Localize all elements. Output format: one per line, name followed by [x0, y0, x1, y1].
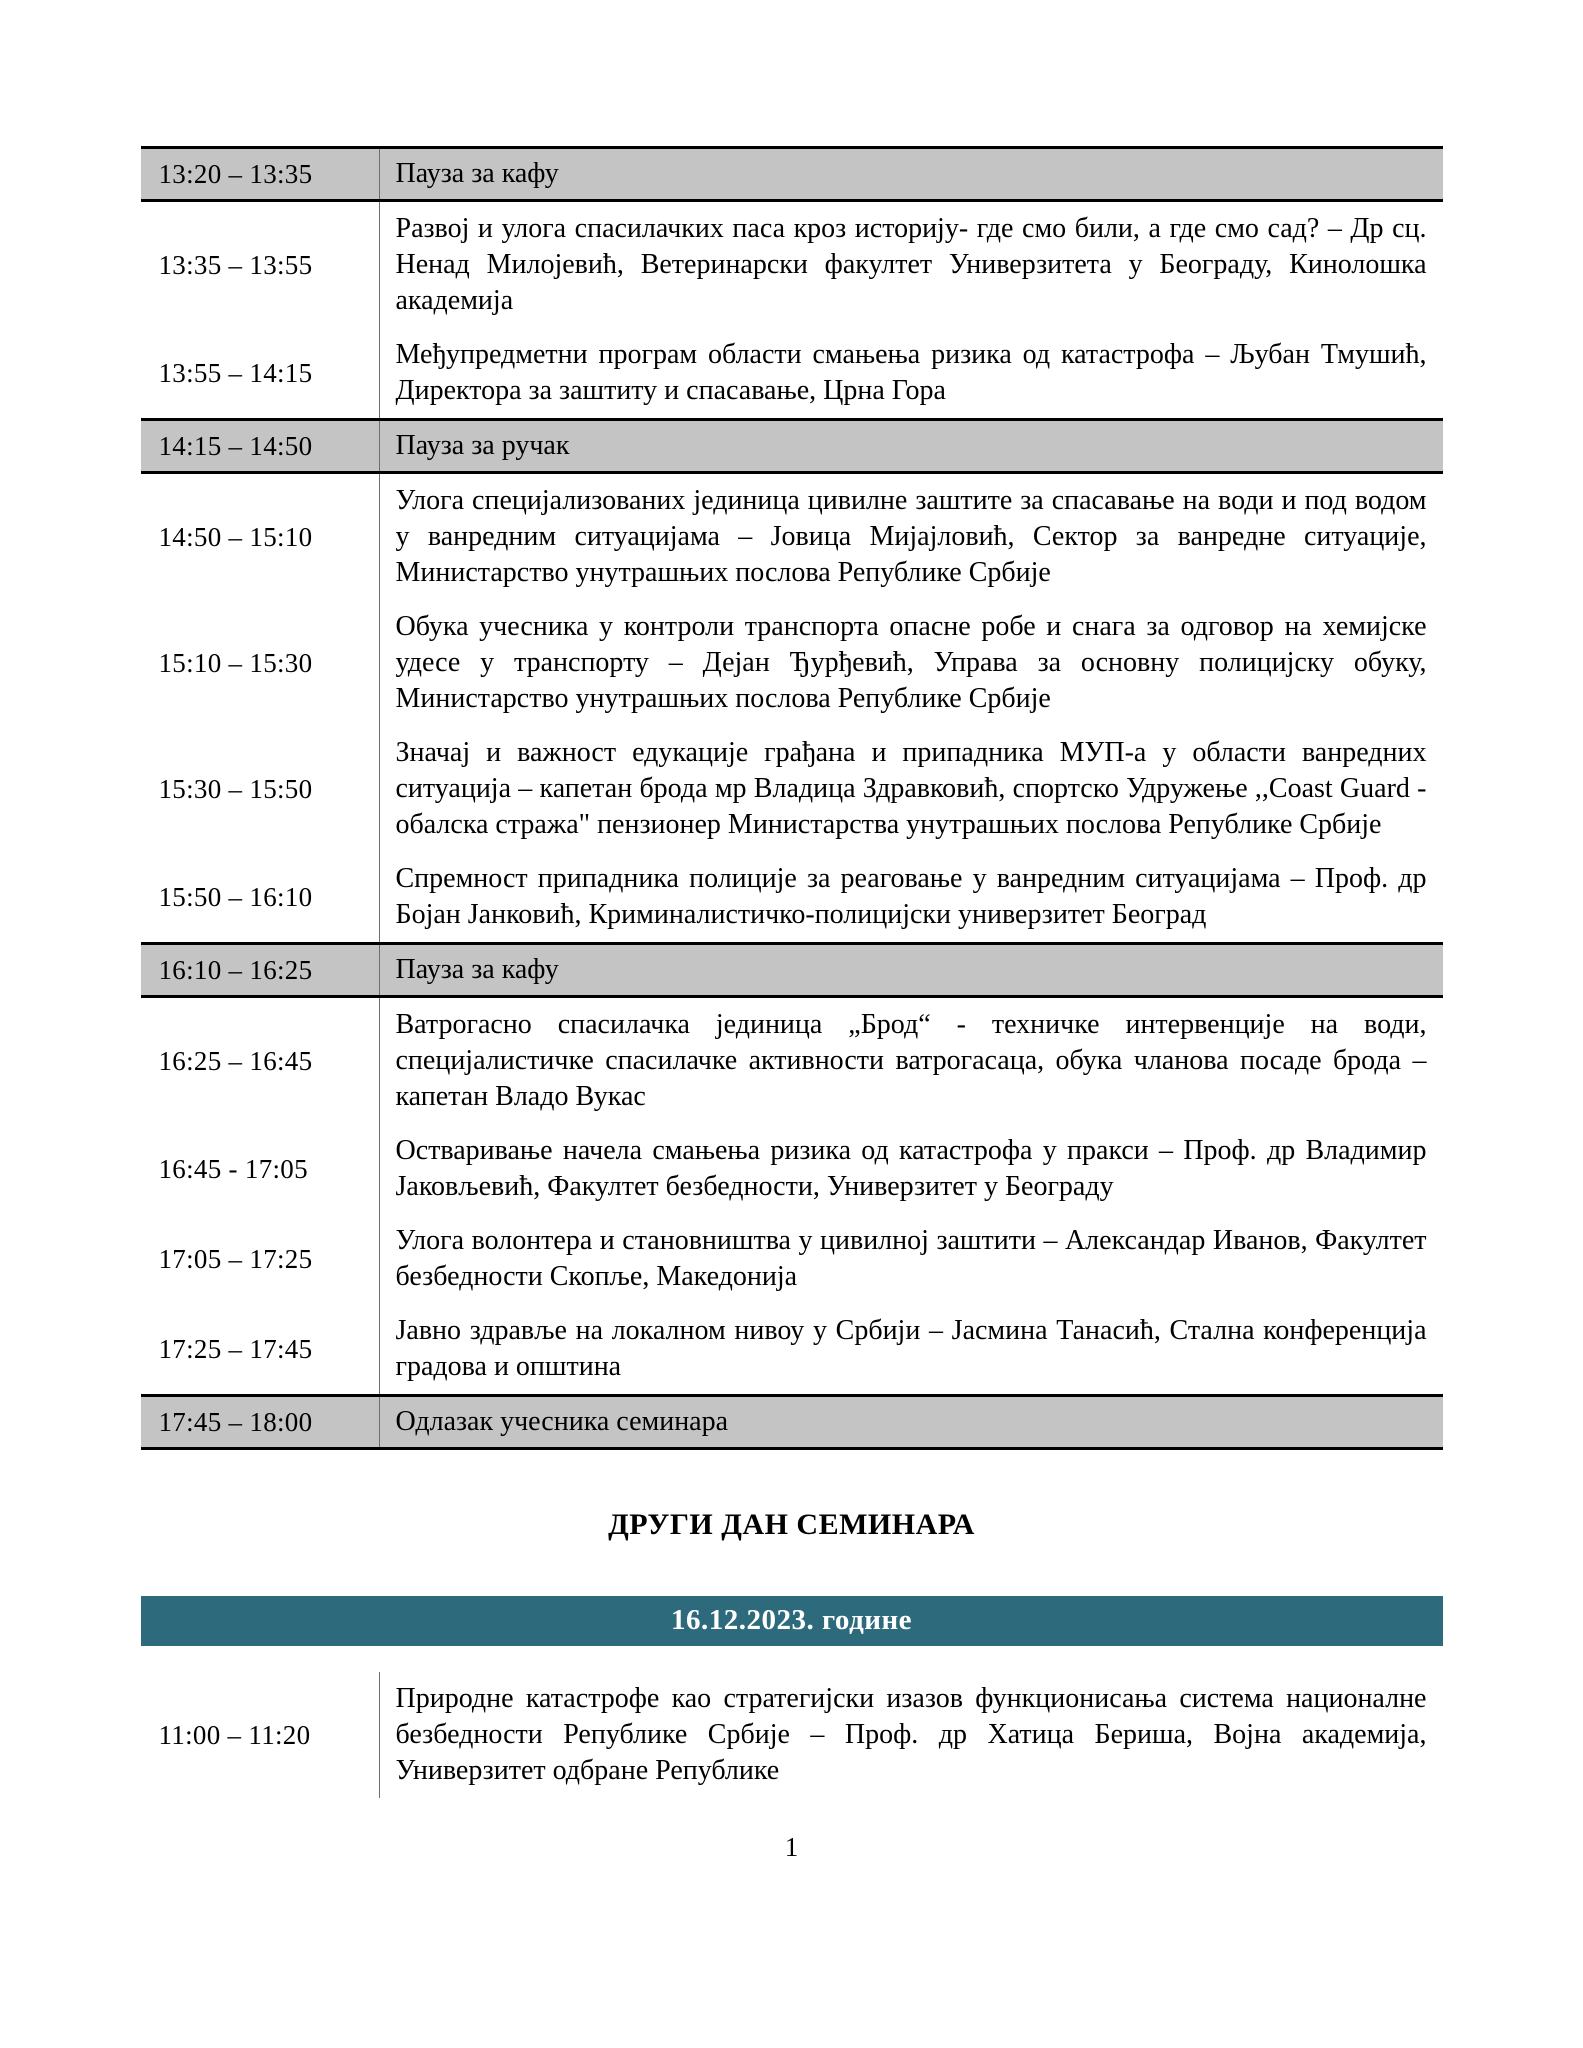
time-slot: 14:15 – 14:50	[158, 430, 313, 461]
session-description: Природне катастрофе као стратегијски изазов функционисања система националне безбедности Републике Србије – Проф. др Хатица Бериша, Војна академија, Универзитет одбране Републике	[379, 1672, 1443, 1798]
session-description: Значај и важност едукације грађана и припадника МУП-а у области ванредних ситуација – капетан брода мр Владица Здравковић, спортско Удружење ,,Coast Guard - обалска стража" пензионер Министарства унутрашњих послова Републике Србије	[379, 726, 1443, 852]
schedule-row	[141, 1214, 1443, 1304]
session-description: Пауза за кафу	[379, 945, 1443, 995]
time-slot: 17:05 – 17:25	[158, 1243, 313, 1274]
session-description: Улога специјализованих јединица цивилне заштите за спасавање на води и под водом у ванредним ситуацијама – Јовица Мијајловић, Сектор за ванредне ситуације, Министарство унутрашњих послова Републике Србије	[379, 474, 1443, 600]
time-slot: 16:25 – 16:45	[158, 1045, 313, 1076]
schedule-row	[141, 418, 1443, 474]
date-banner: 16.12.2023. године	[141, 1596, 1443, 1646]
time-slot: 16:10 – 16:25	[158, 954, 313, 985]
day1-schedule-table	[141, 146, 1443, 1450]
day2-section-heading: ДРУГИ ДАН СЕМИНАРА	[608, 1508, 975, 1541]
schedule-row	[141, 328, 1443, 418]
time-slot: 13:20 – 13:35	[158, 158, 313, 189]
session-description: Међупредметни програм области смањења ризика од катастрофа – Љубан Тмушић, Директора за заштиту и спасавање, Црна Гора	[379, 328, 1443, 418]
session-description: Пауза за ручак	[379, 421, 1443, 471]
session-description: Остваривање начела смањења ризика од катастрофа у пракси – Проф. др Владимир Јаковљевић, Факултет безбедности, Универзитет у Београду	[379, 1124, 1443, 1214]
schedule-row	[141, 202, 1443, 328]
time-slot: 14:50 – 15:10	[158, 521, 313, 552]
session-description: Улога волонтера и становништва у цивилној заштити – Александар Иванов, Факултет безбедности Скопље, Македонија	[379, 1214, 1443, 1304]
session-description: Пауза за кафу	[379, 149, 1443, 199]
schedule-row	[141, 726, 1443, 852]
schedule-row	[141, 1124, 1443, 1214]
time-slot: 16:45 - 17:05	[158, 1153, 308, 1184]
time-slot: 17:45 – 18:00	[158, 1406, 313, 1437]
session-description: Ватрогасно спасилачка јединица „Брод“ - техничке интервенције на води, специјалистичке спасилачке активности ватрогасаца, обука чланова посаде брода – капетан Владо Вукас	[379, 998, 1443, 1124]
schedule-row	[141, 852, 1443, 942]
page-content	[141, 0, 1443, 1863]
time-slot: 15:50 – 16:10	[158, 881, 313, 912]
session-description: Одлазак учесника семинара	[379, 1397, 1443, 1447]
time-slot: 15:10 – 15:30	[158, 647, 313, 678]
page-number: 1	[784, 1832, 799, 1862]
day2-schedule-table	[141, 1672, 1443, 1798]
schedule-row	[141, 998, 1443, 1124]
time-slot: 15:30 – 15:50	[158, 773, 313, 804]
schedule-row	[141, 600, 1443, 726]
time-slot: 17:25 – 17:45	[158, 1333, 313, 1364]
schedule-row	[141, 146, 1443, 202]
time-slot: 13:35 – 13:55	[158, 249, 313, 280]
time-slot: 13:55 – 14:15	[158, 357, 313, 388]
session-description: Спремност припадника полиције за реаговање у ванредним ситуацијама – Проф. др Бојан Јанковић, Криминалистичко-полицијски универзитет Београд	[379, 852, 1443, 942]
schedule-row	[141, 1672, 1443, 1798]
schedule-row	[141, 474, 1443, 600]
time-slot: 11:00 – 11:20	[158, 1719, 311, 1750]
session-description: Развој и улога спасилачких паса кроз историју- где смо били, а где смо сад? – Др сц. Ненад Милојевић, Ветеринарски факултет Универзитета у Београду, Кинолошка академија	[379, 202, 1443, 328]
schedule-row	[141, 1304, 1443, 1394]
schedule-row	[141, 942, 1443, 998]
session-description: Обука учесника у контроли транспорта опасне робе и снага за одговор на хемијске удесе у транспорту – Дејан Ђурђевић, Управа за основну полицијску обуку, Министарство унутрашњих послова Републике Србије	[379, 600, 1443, 726]
schedule-row	[141, 1394, 1443, 1450]
session-description: Јавно здравље на локалном нивоу у Србији – Јасмина Танасић, Стална конференција градова и општина	[379, 1304, 1443, 1394]
